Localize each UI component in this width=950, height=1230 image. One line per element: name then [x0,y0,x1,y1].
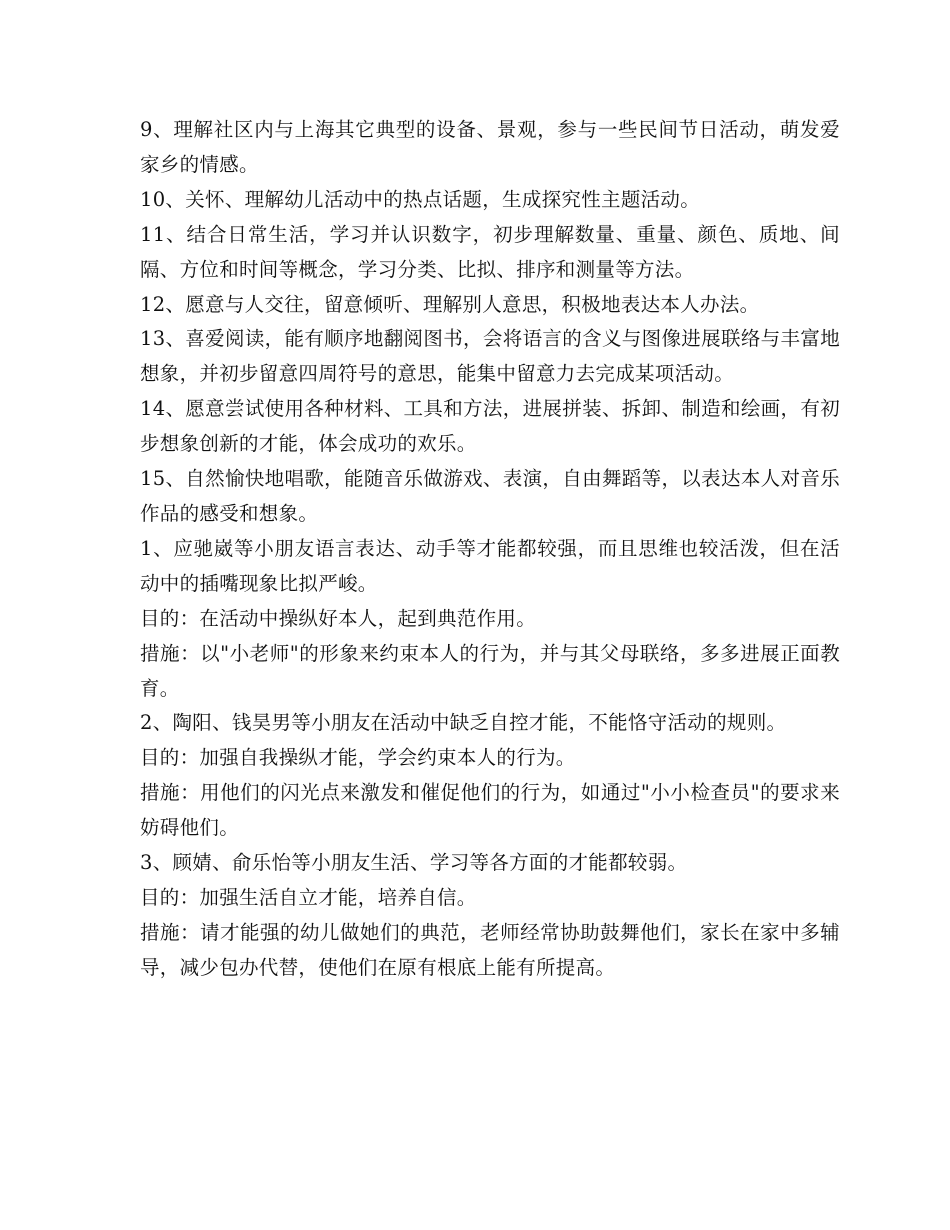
paragraph-item-13: 13、喜爱阅读，能有顺序地翻阅图书，会将语言的含义与图像进展联络与丰富地想象，并初步留意四周符号的意思，能集中留意力去完成某项活动。 [140,327,840,386]
paragraph-item-12: 12、愿意与人交往，留意倾听、理解别人意思，积极地表达本人办法。 [140,292,760,316]
paragraph-case-1-measure: 措施：以"小老师"的形象来约束本人的行为，并与其父母联络，多多进展正面教育。 [140,641,840,700]
document-body [140,113,840,986]
paragraph-case-2-goal: 目的：加强自我操纵才能，学会约束本人的行为。 [140,746,576,770]
paragraph-case-3-measure: 措施：请才能强的幼儿做她们的典范，老师经常协助鼓舞他们，家长在家中多辅导，减少包办代替，使他们在原有根底上能有所提高。 [140,920,840,979]
paragraph-case-2-measure: 措施：用他们的闪光点来激发和催促他们的行为，如通过"小小检查员"的要求来妨碍他们。 [140,781,840,840]
paragraph-item-10: 10、关怀、理解幼儿活动中的热点话题，生成探究性主题活动。 [140,187,701,211]
paragraph-case-1: 1、应驰崴等小朋友语言表达、动手等才能都较强，而且思维也较活泼，但在活动中的插嘴现象比拟严峻。 [140,536,840,595]
paragraph-item-11: 11、结合日常生活，学习并认识数字，初步理解数量、重量、颜色、质地、间隔、方位和时间等概念，学习分类、比拟、排序和测量等方法。 [140,222,840,281]
paragraph-case-2: 2、陶阳、钱昊男等小朋友在活动中缺乏自控才能，不能恪守活动的规则。 [140,711,787,735]
paragraph-item-9: 9、理解社区内与上海其它典型的设备、景观，参与一些民间节日活动，萌发爱家乡的情感。 [140,118,840,176]
paragraph-case-3: 3、顾婧、俞乐怡等小朋友生活、学习等各方面的才能都较弱。 [140,851,688,875]
paragraph-case-3-goal: 目的：加强生活自立才能，培养自信。 [140,885,477,909]
paragraph-case-1-goal: 目的：在活动中操纵好本人，起到典范作用。 [140,606,537,630]
paragraph-item-15: 15、自然愉快地唱歌，能随音乐做游戏、表演，自由舞蹈等，以表达本人对音乐作品的感受和想象。 [140,467,840,525]
paragraph-item-14: 14、愿意尝试使用各种材料、工具和方法，进展拼装、拆卸、制造和绘画，有初步想象创新的才能，体会成功的欢乐。 [140,397,840,456]
